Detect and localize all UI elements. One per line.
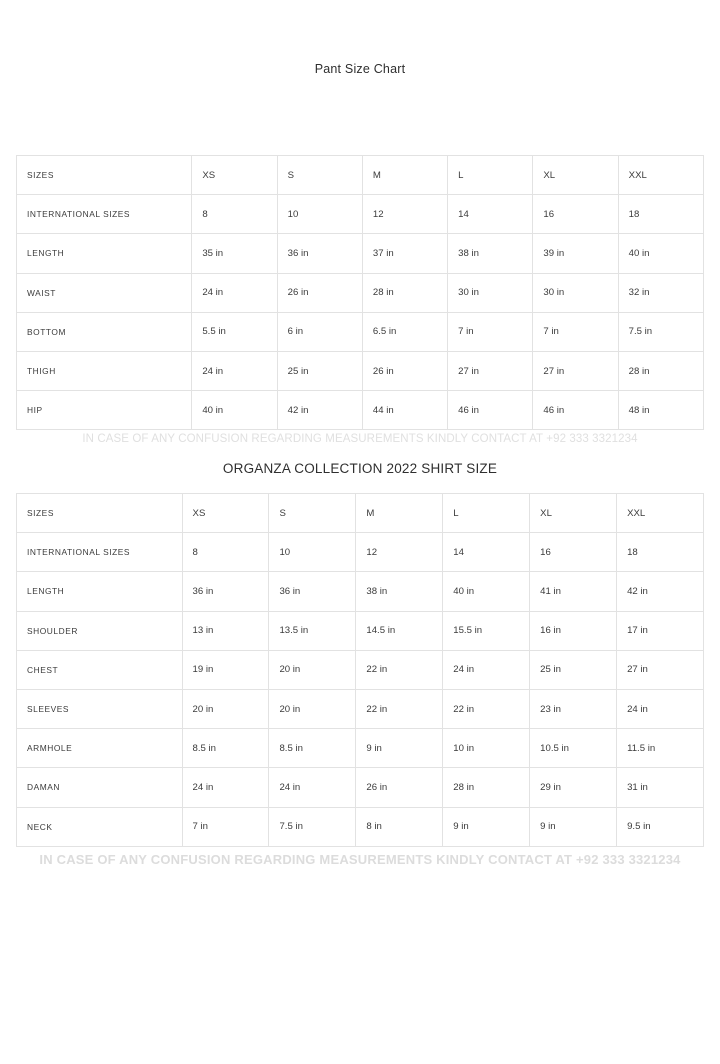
measurement-cell: 41 in	[530, 572, 617, 611]
measurement-cell: 15.5 in	[443, 611, 530, 650]
measurement-cell: 20 in	[269, 689, 356, 728]
measurement-cell: 26 in	[362, 351, 447, 390]
measurement-cell: 22 in	[356, 650, 443, 689]
measurement-cell: 27 in	[617, 650, 704, 689]
measurement-cell: L	[448, 156, 533, 195]
row-label-cell: NECK	[17, 807, 183, 846]
row-label-cell: WAIST	[17, 273, 192, 312]
measurement-cell: 40 in	[618, 234, 703, 273]
table-row	[17, 807, 704, 846]
measurement-cell: 40 in	[443, 572, 530, 611]
measurement-cell: XS	[192, 156, 277, 195]
pant-contact-note: IN CASE OF ANY CONFUSION REGARDING MEASUREMENTS KINDLY CONTACT AT +92 333 3321234	[82, 433, 638, 445]
measurement-cell: 14	[448, 195, 533, 234]
measurement-cell: 7 in	[533, 312, 618, 351]
table-row	[17, 533, 704, 572]
measurement-cell: 44 in	[362, 391, 447, 430]
size-chart-page	[0, 62, 720, 1064]
measurement-cell: 24 in	[443, 650, 530, 689]
measurement-cell: 32 in	[618, 273, 703, 312]
pant-size-chart-title: Pant Size Chart	[314, 62, 406, 76]
measurement-cell: 22 in	[443, 689, 530, 728]
table-row	[17, 351, 704, 390]
measurement-cell: 35 in	[192, 234, 277, 273]
measurement-cell: 11.5 in	[617, 729, 704, 768]
measurement-cell: XXL	[618, 156, 703, 195]
measurement-cell: 25 in	[530, 650, 617, 689]
row-label-cell: HIP	[17, 391, 192, 430]
measurement-cell: 9 in	[530, 807, 617, 846]
measurement-cell: XL	[533, 156, 618, 195]
measurement-cell: 22 in	[356, 689, 443, 728]
row-label-cell: DAMAN	[17, 768, 183, 807]
row-label-cell: THIGH	[17, 351, 192, 390]
table-row	[17, 611, 704, 650]
measurement-cell: 9 in	[356, 729, 443, 768]
table-row	[17, 156, 704, 195]
measurement-cell: 8	[182, 533, 269, 572]
measurement-cell: 8.5 in	[182, 729, 269, 768]
measurement-cell: 10	[277, 195, 362, 234]
measurement-cell: XL	[530, 494, 617, 533]
table-row	[17, 768, 704, 807]
row-label-cell: LENGTH	[17, 234, 192, 273]
measurement-cell: 6.5 in	[362, 312, 447, 351]
row-label-cell: BOTTOM	[17, 312, 192, 351]
measurement-cell: 14.5 in	[356, 611, 443, 650]
table-row	[17, 572, 704, 611]
measurement-cell: 46 in	[448, 391, 533, 430]
measurement-cell: S	[269, 494, 356, 533]
measurement-cell: 37 in	[362, 234, 447, 273]
measurement-cell: 7.5 in	[618, 312, 703, 351]
row-label-cell: SHOULDER	[17, 611, 183, 650]
measurement-cell: 10 in	[443, 729, 530, 768]
measurement-cell: 24 in	[182, 768, 269, 807]
measurement-cell: 13 in	[182, 611, 269, 650]
measurement-cell: 5.5 in	[192, 312, 277, 351]
measurement-cell: 10.5 in	[530, 729, 617, 768]
measurement-cell: 19 in	[182, 650, 269, 689]
table-row	[17, 195, 704, 234]
measurement-cell: 12	[362, 195, 447, 234]
measurement-cell: 31 in	[617, 768, 704, 807]
table-row	[17, 729, 704, 768]
measurement-cell: S	[277, 156, 362, 195]
measurement-cell: 24 in	[192, 351, 277, 390]
measurement-cell: 28 in	[362, 273, 447, 312]
measurement-cell: 26 in	[356, 768, 443, 807]
measurement-cell: 36 in	[269, 572, 356, 611]
measurement-cell: M	[362, 156, 447, 195]
measurement-cell: M	[356, 494, 443, 533]
measurement-cell: 20 in	[182, 689, 269, 728]
measurement-cell: 16	[530, 533, 617, 572]
measurement-cell: 7 in	[182, 807, 269, 846]
row-label-cell: INTERNATIONAL SIZES	[17, 195, 192, 234]
row-label-cell: CHEST	[17, 650, 183, 689]
measurement-cell: 10	[269, 533, 356, 572]
pant-size-table	[16, 155, 704, 430]
measurement-cell: 36 in	[182, 572, 269, 611]
measurement-cell: L	[443, 494, 530, 533]
measurement-cell: 16 in	[530, 611, 617, 650]
measurement-cell: 8.5 in	[269, 729, 356, 768]
measurement-cell: 13.5 in	[269, 611, 356, 650]
table-row	[17, 391, 704, 430]
pant-size-table-container	[16, 155, 704, 430]
measurement-cell: 20 in	[269, 650, 356, 689]
table-row	[17, 650, 704, 689]
measurement-cell: 27 in	[533, 351, 618, 390]
measurement-cell: 17 in	[617, 611, 704, 650]
table-row	[17, 494, 704, 533]
measurement-cell: 25 in	[277, 351, 362, 390]
measurement-cell: XXL	[617, 494, 704, 533]
measurement-cell: 6 in	[277, 312, 362, 351]
row-label-cell: ARMHOLE	[17, 729, 183, 768]
measurement-cell: 29 in	[530, 768, 617, 807]
row-label-cell: SIZES	[17, 156, 192, 195]
row-label-cell: INTERNATIONAL SIZES	[17, 533, 183, 572]
measurement-cell: 38 in	[356, 572, 443, 611]
measurement-cell: 39 in	[533, 234, 618, 273]
shirt-size-table	[16, 493, 704, 847]
shirt-size-table-container	[16, 493, 704, 847]
measurement-cell: 30 in	[533, 273, 618, 312]
measurement-cell: XS	[182, 494, 269, 533]
measurement-cell: 16	[533, 195, 618, 234]
measurement-cell: 24 in	[192, 273, 277, 312]
measurement-cell: 7 in	[448, 312, 533, 351]
table-row	[17, 273, 704, 312]
measurement-cell: 27 in	[448, 351, 533, 390]
row-label-cell: LENGTH	[17, 572, 183, 611]
measurement-cell: 24 in	[269, 768, 356, 807]
table-row	[17, 689, 704, 728]
measurement-cell: 18	[618, 195, 703, 234]
measurement-cell: 42 in	[277, 391, 362, 430]
measurement-cell: 36 in	[277, 234, 362, 273]
measurement-cell: 46 in	[533, 391, 618, 430]
measurement-cell: 38 in	[448, 234, 533, 273]
measurement-cell: 12	[356, 533, 443, 572]
shirt-size-chart-title: ORGANZA COLLECTION 2022 SHIRT SIZE	[222, 461, 498, 476]
measurement-cell: 42 in	[617, 572, 704, 611]
measurement-cell: 14	[443, 533, 530, 572]
measurement-cell: 8	[192, 195, 277, 234]
shirt-contact-note: IN CASE OF ANY CONFUSION REGARDING MEASUREMENTS KINDLY CONTACT AT +92 333 3321234	[39, 852, 681, 867]
shirt-table-body	[17, 494, 704, 847]
row-label-cell: SIZES	[17, 494, 183, 533]
pant-table-body	[17, 156, 704, 430]
measurement-cell: 8 in	[356, 807, 443, 846]
measurement-cell: 48 in	[618, 391, 703, 430]
row-label-cell: SLEEVES	[17, 689, 183, 728]
measurement-cell: 18	[617, 533, 704, 572]
measurement-cell: 28 in	[443, 768, 530, 807]
measurement-cell: 30 in	[448, 273, 533, 312]
measurement-cell: 24 in	[617, 689, 704, 728]
measurement-cell: 9.5 in	[617, 807, 704, 846]
measurement-cell: 26 in	[277, 273, 362, 312]
measurement-cell: 9 in	[443, 807, 530, 846]
measurement-cell: 7.5 in	[269, 807, 356, 846]
measurement-cell: 23 in	[530, 689, 617, 728]
measurement-cell: 28 in	[618, 351, 703, 390]
table-row	[17, 234, 704, 273]
measurement-cell: 40 in	[192, 391, 277, 430]
table-row	[17, 312, 704, 351]
